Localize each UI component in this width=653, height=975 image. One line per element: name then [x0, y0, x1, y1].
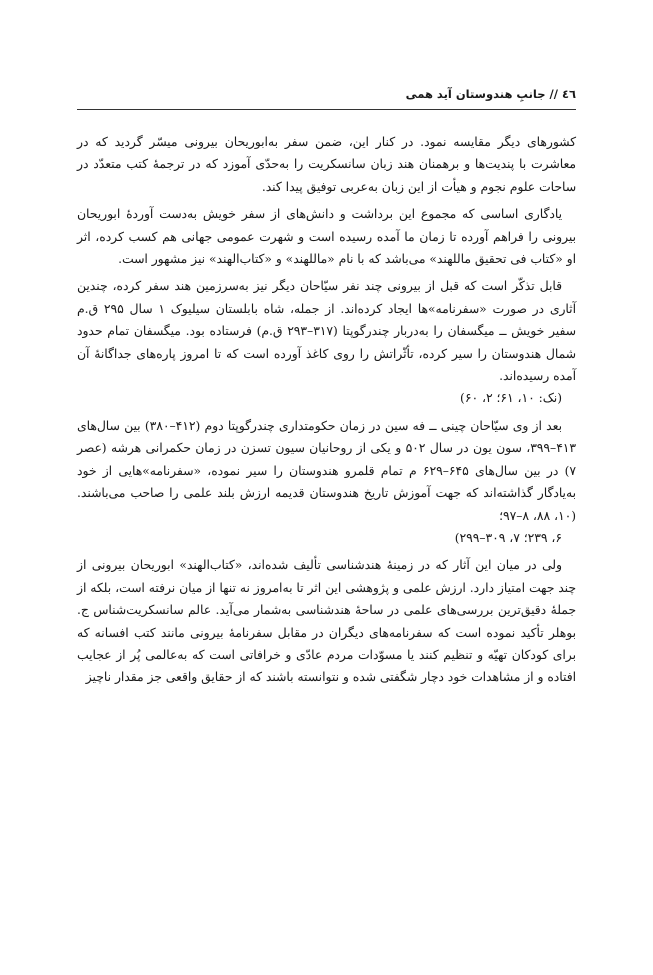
paragraph: [77, 415, 576, 549]
paragraph-text: بعد از وی سیّاحان چینی ــ فه سین در زمان حکومتداری چندرگوپتا دوم (۴۱۲–۳۸۰) بین سال‌های ۴۱۳–۳۹۹، سون یون در سال ۵۰۲ و یکی از روحانیان سیون تسزن در زمان حکمرانی هرشه (عصر ۷) در بین سال‌های ۶۴۵–۶۲۹ م تمام قلمرو هندوستان را سیر نموده، «سفرنامه»هایی از خود به‌یادگار گذاشته‌اند که جهت آموزش تاریخ هندوستان قدیمه ارزش بلند علمی را صاحب می‌باشند. (۱۰، ۸۸، ۸–۹۷؛: [77, 418, 577, 523]
body-text: [77, 131, 576, 694]
header-divider: [77, 109, 576, 110]
paragraph: [77, 131, 576, 198]
paragraph-text: کشورهای دیگر مقایسه نمود. در کنار این، ضمن سفر به‌ابوریحان بیرونی میسّر گردید که در معاشرت با پندیت‌ها و برهمنان هند زبان سانسکریت را به‌حدّی آموزد که در ترجمهٔ کتب متعدّد در ساحات علوم نجوم و هیأت از این زبان به‌عربی توفیق پیدا کند.: [77, 135, 576, 194]
paragraph: [77, 275, 576, 409]
running-header: ٤٦ // جانبِ هندوستان آید همی: [405, 87, 576, 101]
paragraph: [77, 203, 576, 270]
paragraph-text: قابل تذکّر است که قبل از بیرونی چند نفر سیّاحان دیگر نیز به‌سرزمین هند سفر کرده، چندین آثاری در صورت «سفرنامه»ها ایجاد کرده‌اند. از جمله، شاه بابلستان سیلیوک ۱ سال ۲۹۵ ق.م سفیر خویش ــ میگسفان را به‌دربار چندرگوپتا (۳۱۷–۲۹۳ ق.م) فرستاده بود. میگسفان تمام حدود شمال هندوستان را سیر کرده، تأثّراتش را روی کاغذ آورده است که تا امروز پاره‌های جداگانهٔ آن آمده رسیده‌اند.: [77, 279, 576, 384]
paragraph-text: ولی در میان این آثار که در زمینهٔ هندشناسی تألیف شده‌اند، «کتاب‌الهند» ابوریحان بیرونی از چند جهت امتیاز دارد. ارزش علمی و پژوهشی این اثر تا به‌امروز نه تنها از میان نرفته است، بلکه از جملهٔ دقیق‌ترین بررسی‌های علمی در ساحهٔ هندشناسی به‌شمار می‌آید. عالم سانسکریت‌شناس ج. بوهلر تأکید نموده است که سفرنامه‌های دیگران در مقابل سفرنامهٔ بیرونی مانند کتب افسانه که برای کودکان تهیّه و تنظیم کنند یا مسوّدات مردم عادّی و خرافاتی است که به‌عالمی پُر از عجایب افتاده و از مشاهدات خود دچار شگفتی شده و نتوانسته باشند که از حقایق واقعی جز مقدار ناچیز: [77, 558, 576, 685]
paragraph: [77, 554, 576, 688]
citation: (نک: ۱۰، ۶۱؛ ۲، ۶۰): [460, 391, 562, 406]
paragraph-text: یادگاری اساسی که مجموع این برداشت و دانش‌های از سفر خویش به‌دست آوردهٔ ابوریحان بیرونی را فراهم آورده تا زمان ما آمده رسیده است و شهرت عمومی جهانی هم کسب کرده، اثر او «کتاب فی تحقیق ماللهند» می‌باشد که با نام «ماللهند» و «کتاب‌الهند» نیز مشهور است.: [77, 207, 576, 267]
citation: ۶، ۲۳۹؛ ۷، ۳۰۹–۲۹۹): [454, 530, 562, 545]
